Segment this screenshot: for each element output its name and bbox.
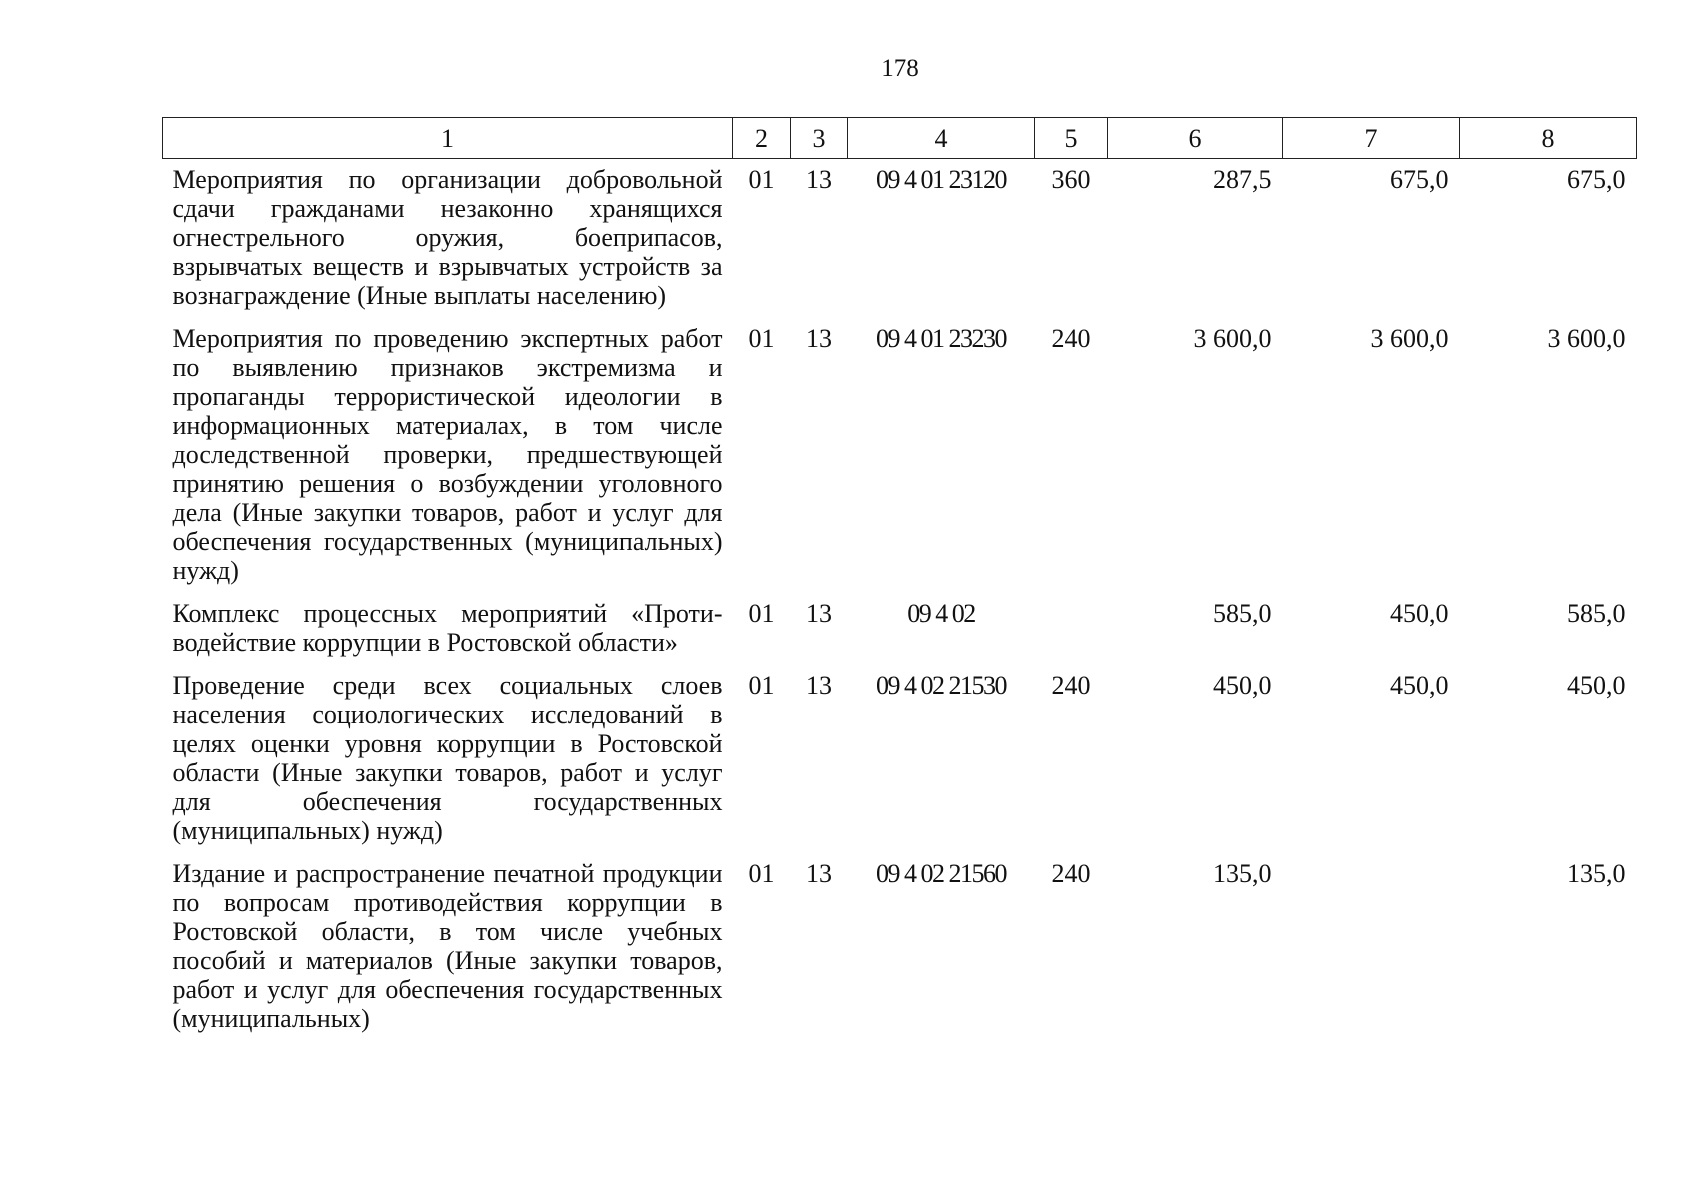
row-subsection-code: 13 [806, 599, 832, 628]
row-section-code: 01 [748, 859, 775, 888]
row-amount-col7: 450,0 [1390, 599, 1449, 628]
table-row [163, 593, 1637, 665]
table-header-row [163, 118, 1637, 159]
row-section-code: 01 [748, 671, 775, 700]
row-amount-col7 [1283, 853, 1460, 1041]
row-description: Издание и распространение печатной продукции по вопросам противодействия коррупции в Ростовской области, в том числе учебных пособий и материалов (Иные закупки товаров, работ и услуг для обеспечения государственных (муниципальных) [172, 859, 723, 1033]
row-target-code: 09 4 02 21530 [876, 671, 1006, 700]
column-header: 1 [163, 118, 733, 159]
table-row [163, 853, 1637, 1041]
row-target-code: 09 4 02 [907, 599, 975, 628]
column-header: 8 [1460, 118, 1637, 159]
row-amount-col6: 135,0 [1213, 859, 1272, 888]
row-section-code: 01 [748, 599, 775, 628]
row-amount-col8: 3 600,0 [1547, 324, 1626, 353]
row-target-code: 09 4 01 23120 [876, 165, 1006, 194]
row-target-code: 09 4 02 21560 [876, 859, 1006, 888]
row-amount-col7: 450,0 [1390, 671, 1449, 700]
table-row [163, 318, 1637, 593]
row-subsection-code: 13 [806, 324, 832, 353]
row-amount-col6: 3 600,0 [1193, 324, 1272, 353]
row-description: Мероприятия по проведению экспертных работ по выявлению признаков экстремизма и пропаганды террористической идеологии в информационных материалах, в том числе доследственной проверки, предшествующей принятию решения о возбуждении уголовного дела (Иные закупки товаров, работ и услуг для обеспечения государственных (муниципальных) нужд) [172, 324, 723, 585]
row-amount-col7: 3 600,0 [1370, 324, 1449, 353]
column-header: 3 [791, 118, 848, 159]
row-description: Проведение среди всех социальных слоев населения социологических исследований в целях оценки уровня коррупции в Ростовской области (Иные закупки товаров, работ и услуг для обеспечения государственных (муниципальных) нужд) [172, 671, 723, 845]
column-header: 7 [1283, 118, 1460, 159]
row-amount-col8: 675,0 [1567, 165, 1626, 194]
row-target-code: 09 4 01 23230 [876, 324, 1006, 353]
row-description: Мероприятия по организации добровольной сдачи гражданами незаконно хранящихся огнестрельного оружия, боеприпасов, взрывчатых веществ и взрывчатых устройств за вознаграждение (Иные выплаты населению) [172, 165, 723, 310]
page-number: 178 [881, 55, 919, 82]
row-subsection-code: 13 [806, 165, 832, 194]
table-row [163, 665, 1637, 853]
row-expense-type [1035, 593, 1108, 665]
row-section-code: 01 [748, 165, 775, 194]
column-header: 6 [1108, 118, 1283, 159]
row-subsection-code: 13 [806, 859, 832, 888]
row-subsection-code: 13 [806, 671, 832, 700]
column-header: 5 [1035, 118, 1108, 159]
row-description: Комплекс процессных мероприятий «Противодействие коррупции в Ростовской области» [172, 599, 723, 657]
row-amount-col6: 585,0 [1213, 599, 1272, 628]
row-amount-col8: 135,0 [1567, 859, 1626, 888]
row-expense-type: 240 [1051, 671, 1091, 700]
row-amount-col6: 287,5 [1213, 165, 1272, 194]
row-amount-col7: 675,0 [1390, 165, 1449, 194]
row-section-code: 01 [748, 324, 775, 353]
column-header: 4 [848, 118, 1035, 159]
row-expense-type: 360 [1051, 165, 1091, 194]
row-expense-type: 240 [1051, 324, 1091, 353]
row-amount-col8: 450,0 [1567, 671, 1626, 700]
row-amount-col8: 585,0 [1567, 599, 1626, 628]
column-header: 2 [733, 118, 791, 159]
budget-table [162, 117, 1637, 1041]
table-row [163, 159, 1637, 319]
row-amount-col6: 450,0 [1213, 671, 1272, 700]
row-expense-type: 240 [1051, 859, 1091, 888]
